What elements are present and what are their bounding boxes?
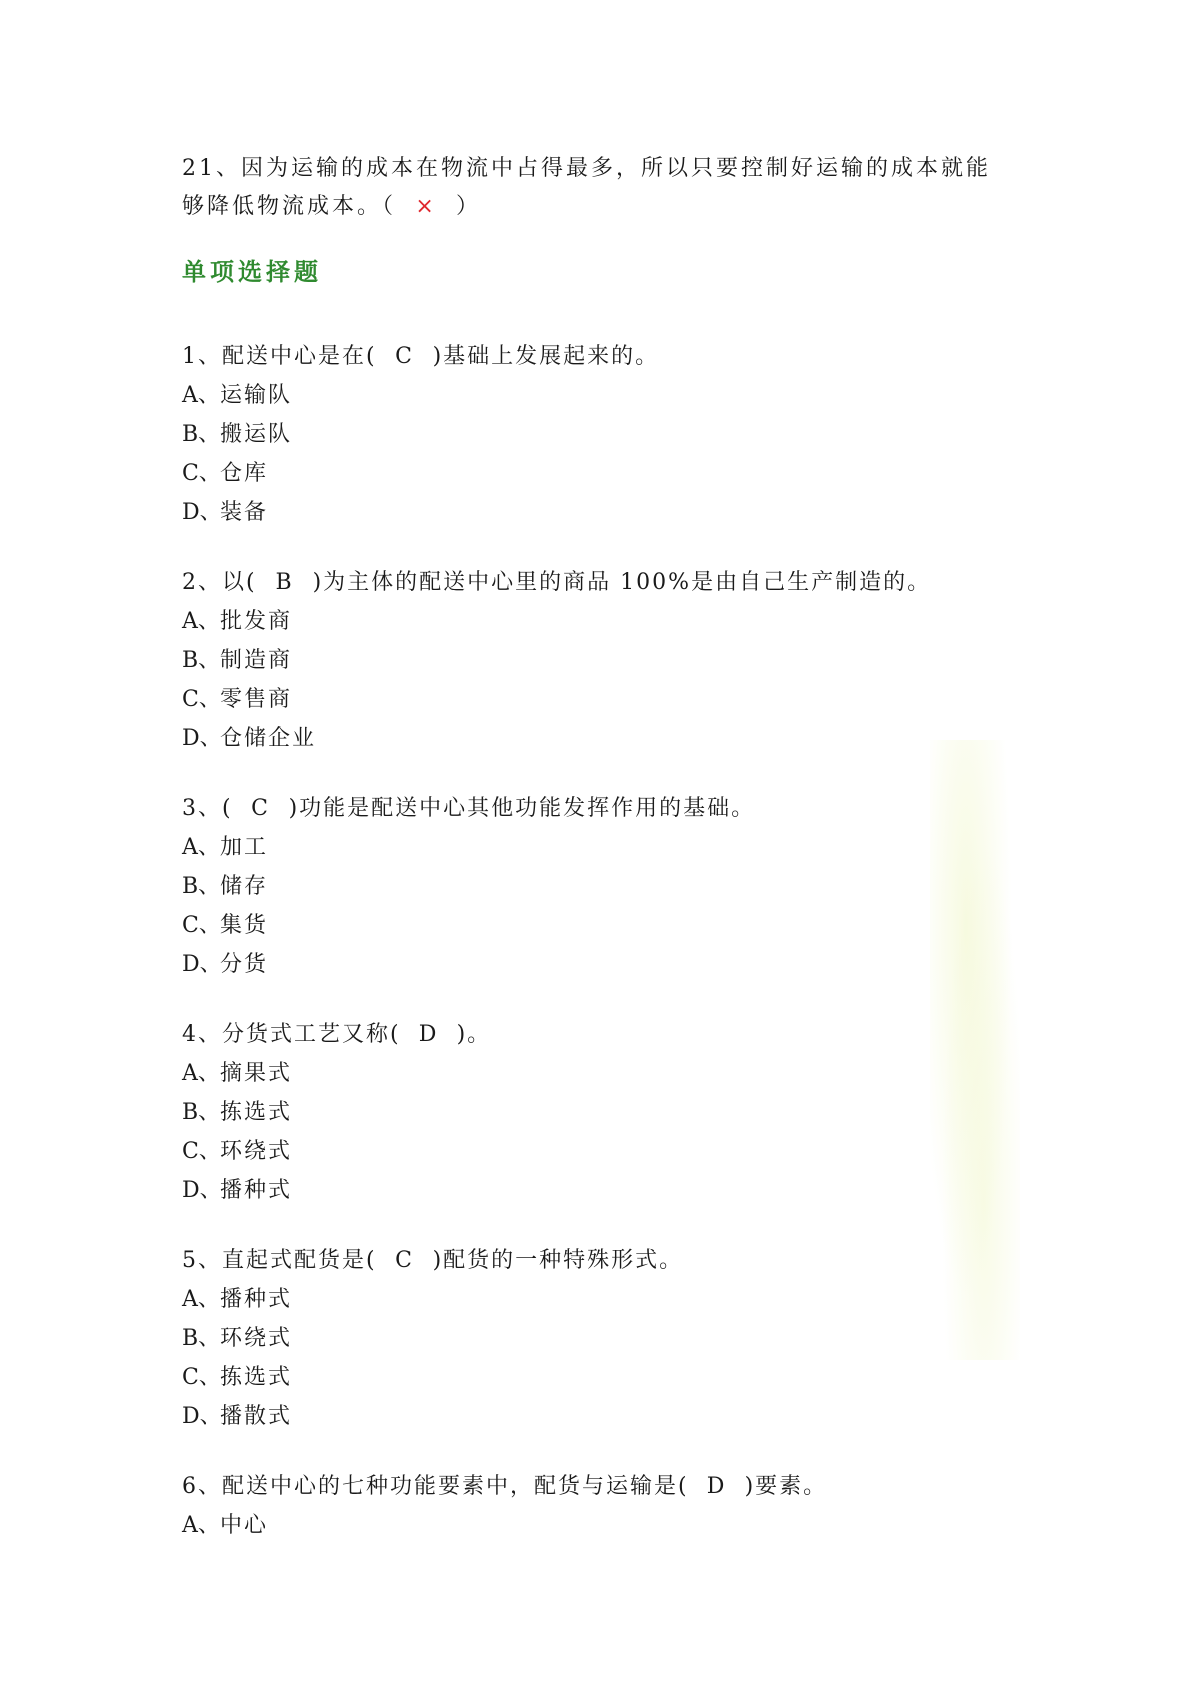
stem-after: )配货的一种特殊形式。 bbox=[432, 1248, 684, 1273]
option-letter: A、 bbox=[182, 835, 220, 860]
answer-option bbox=[182, 1397, 1012, 1436]
answer-option bbox=[182, 1319, 1012, 1358]
tf-open-paren: （ bbox=[382, 194, 397, 219]
answer-option bbox=[182, 415, 1012, 454]
question-item bbox=[182, 1016, 1012, 1210]
option-letter: D、 bbox=[182, 952, 222, 977]
option-text: 播种式 bbox=[220, 1178, 293, 1203]
answer-option bbox=[182, 867, 1012, 906]
question-stem bbox=[182, 1016, 1012, 1054]
answer-option bbox=[182, 602, 1012, 641]
option-text: 仓库 bbox=[220, 461, 269, 486]
question-stem bbox=[182, 1468, 1012, 1506]
option-letter: A、 bbox=[182, 1287, 220, 1312]
option-text: 摘果式 bbox=[220, 1061, 293, 1086]
answer-option bbox=[182, 493, 1012, 532]
true-false-question bbox=[182, 150, 1012, 226]
option-text: 播种式 bbox=[220, 1287, 293, 1312]
option-text: 搬运队 bbox=[220, 422, 293, 447]
option-text: 批发商 bbox=[220, 609, 293, 634]
answer-option bbox=[182, 1280, 1012, 1319]
question-stem bbox=[182, 564, 1012, 602]
option-text: 加工 bbox=[220, 835, 269, 860]
stem-after: )要素。 bbox=[744, 1474, 828, 1499]
option-letter: C、 bbox=[182, 913, 221, 938]
option-letter: D、 bbox=[182, 500, 222, 525]
option-letter: B、 bbox=[182, 422, 221, 447]
option-text: 播散式 bbox=[220, 1404, 293, 1429]
option-letter: D、 bbox=[182, 726, 222, 751]
option-text: 储存 bbox=[220, 874, 269, 899]
option-text: 分货 bbox=[220, 952, 269, 977]
question-item bbox=[182, 790, 1012, 984]
stem-before: 4、分货式工艺又称( bbox=[182, 1022, 401, 1047]
answer-option bbox=[182, 1506, 1012, 1545]
answer-option bbox=[182, 1358, 1012, 1397]
option-letter: B、 bbox=[182, 648, 221, 673]
answer-letter: C bbox=[251, 796, 271, 821]
question-stem bbox=[182, 1242, 1012, 1280]
answer-option bbox=[182, 828, 1012, 867]
option-letter: C、 bbox=[182, 1365, 221, 1390]
option-text: 零售商 bbox=[220, 687, 293, 712]
stem-before: 6、配送中心的七种功能要素中，配货与运输是( bbox=[182, 1474, 689, 1499]
option-text: 装备 bbox=[220, 500, 269, 525]
option-letter: C、 bbox=[182, 687, 221, 712]
answer-option bbox=[182, 906, 1012, 945]
answer-option bbox=[182, 945, 1012, 984]
option-text: 仓储企业 bbox=[220, 726, 317, 751]
option-text: 环绕式 bbox=[220, 1326, 293, 1351]
answer-option bbox=[182, 1093, 1012, 1132]
stem-after: )基础上发展起来的。 bbox=[432, 344, 660, 369]
answer-letter: D bbox=[418, 1022, 439, 1047]
answer-option bbox=[182, 680, 1012, 719]
option-letter: D、 bbox=[182, 1404, 222, 1429]
option-letter: D、 bbox=[182, 1178, 222, 1203]
section-title: 单项选择题 bbox=[182, 257, 322, 286]
stem-before: 1、配送中心是在( bbox=[182, 344, 377, 369]
stem-after: )功能是配送中心其他功能发挥作用的基础。 bbox=[288, 796, 756, 821]
answer-option bbox=[182, 454, 1012, 493]
option-text: 集货 bbox=[220, 913, 269, 938]
option-text: 中心 bbox=[220, 1513, 269, 1538]
stem-before: 5、直起式配货是( bbox=[182, 1248, 377, 1273]
question-item bbox=[182, 338, 1012, 532]
answer-letter: B bbox=[275, 570, 294, 595]
option-letter: C、 bbox=[182, 461, 221, 486]
option-text: 环绕式 bbox=[220, 1139, 293, 1164]
answer-option bbox=[182, 641, 1012, 680]
stem-after: )为主体的配送中心里的商品 100%是由自己生产制造的。 bbox=[312, 570, 932, 595]
wrong-mark-icon: × bbox=[415, 194, 437, 219]
option-letter: A、 bbox=[182, 1513, 220, 1538]
question-stem bbox=[182, 790, 1012, 828]
option-letter: A、 bbox=[182, 609, 220, 634]
option-letter: B、 bbox=[182, 874, 221, 899]
option-letter: A、 bbox=[182, 1061, 220, 1086]
option-letter: B、 bbox=[182, 1100, 221, 1125]
option-letter: A、 bbox=[182, 383, 220, 408]
answer-option bbox=[182, 1171, 1012, 1210]
question-item bbox=[182, 1242, 1012, 1436]
question-list bbox=[182, 338, 1012, 1545]
answer-option bbox=[182, 1132, 1012, 1171]
option-letter: C、 bbox=[182, 1139, 221, 1164]
option-text: 拣选式 bbox=[220, 1365, 293, 1390]
option-text: 拣选式 bbox=[220, 1100, 293, 1125]
page-content bbox=[182, 150, 1012, 1577]
question-stem bbox=[182, 338, 1012, 376]
answer-option bbox=[182, 376, 1012, 415]
answer-letter: C bbox=[395, 344, 415, 369]
option-letter: B、 bbox=[182, 1326, 221, 1351]
tf-question-stem: 21、因为运输的成本在物流中占得最多，所以只要控制好运输的成本就能够降低物流成本。 bbox=[182, 156, 991, 219]
answer-letter: C bbox=[395, 1248, 415, 1273]
answer-option bbox=[182, 719, 1012, 758]
stem-before: 2、以( bbox=[182, 570, 257, 595]
question-item bbox=[182, 564, 1012, 758]
answer-letter: D bbox=[706, 1474, 727, 1499]
option-text: 制造商 bbox=[220, 648, 293, 673]
option-text: 运输队 bbox=[220, 383, 293, 408]
question-item bbox=[182, 1468, 1012, 1545]
stem-after: )。 bbox=[456, 1022, 492, 1047]
answer-option bbox=[182, 1054, 1012, 1093]
tf-close-paren: ） bbox=[456, 194, 482, 219]
stem-before: 3、( bbox=[182, 796, 233, 821]
